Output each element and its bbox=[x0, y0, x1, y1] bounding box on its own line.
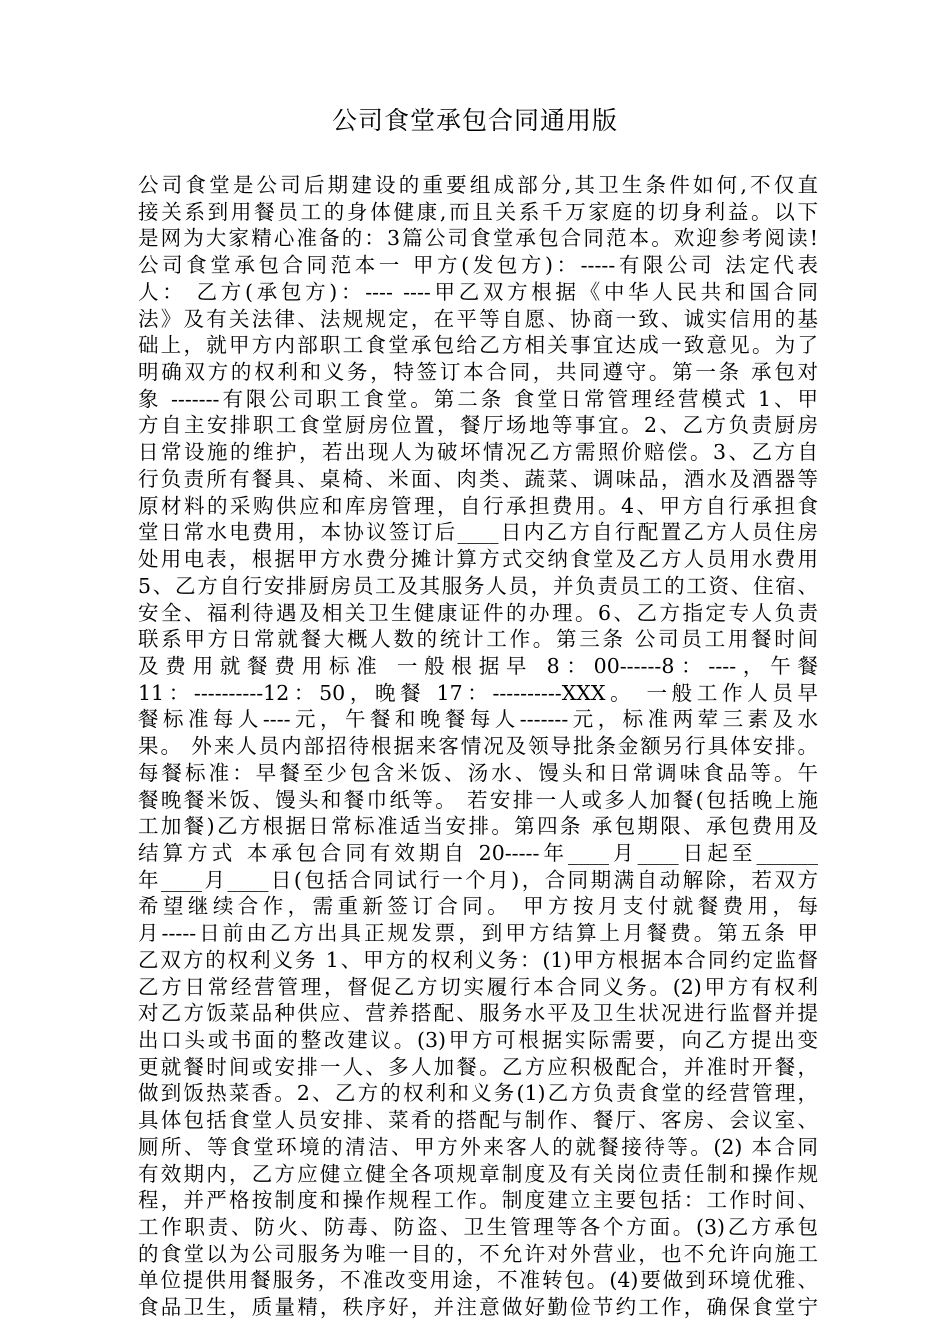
body-text-line: 乙双方的权利义务 1、甲方的权利义务：(1)甲方根据本合同约定监督 bbox=[138, 947, 818, 972]
body-text-line: 础上，就甲方内部职工食堂承包给乙方相关事宜达成一致意见。为了 bbox=[138, 333, 818, 358]
body-text-line: 工作职责、防火、防毒、防盗、卫生管理等各个方面。(3)乙方承包 bbox=[138, 1215, 818, 1240]
body-text-line: 乙方日常经营管理，督促乙方切实履行本合同义务。(2)甲方有权利 bbox=[138, 974, 818, 999]
body-text-line: 原材料的采购供应和库房管理，自行承担费用。4、甲方自行承担食 bbox=[138, 493, 818, 518]
body-text-line: 人： 乙方(承包方)：---- ----甲乙双方根据《中华人民共和国合同 bbox=[138, 279, 818, 304]
body-text-line: 月-----日前由乙方出具正规发票，到甲方结算上月餐费。第五条 甲 bbox=[138, 921, 818, 946]
body-text-line: 联系甲方日常就餐大概人数的统计工作。第三条 公司员工用餐时间 bbox=[138, 627, 818, 652]
body-text-line: 行负责所有餐具、桌椅、米面、肉类、蔬菜、调味品，酒水及酒器等 bbox=[138, 466, 818, 491]
body-text-line: 年____月____日(包括合同试行一个月)，合同期满自动解除，若双方 bbox=[138, 867, 818, 892]
body-text-line: 明确双方的权利和义务，特签订本合同，共同遵守。第一条 承包对 bbox=[138, 360, 818, 385]
body-text-line: 程，并严格按制度和操作规程工作。制度建立主要包括：工作时间、 bbox=[138, 1188, 818, 1213]
body-text-line: 对乙方饭菜品种供应、营养搭配、服务水平及卫生状况进行监督并提 bbox=[138, 1001, 818, 1026]
body-text-line: 象 -------有限公司职工食堂。第二条 食堂日常管理经营模式 1、甲 bbox=[138, 386, 818, 411]
body-text-line: 公司食堂承包合同范本一 甲方(发包方)：-----有限公司 法定代表 bbox=[138, 253, 818, 278]
body-text-line: 希望继续合作，需重新签订合同。 甲方按月支付就餐费用，每 bbox=[138, 894, 818, 919]
document-title: 公司食堂承包合同通用版 bbox=[331, 106, 618, 135]
body-text-line: 日常设施的维护，若出现人为破坏情况乙方需照价赔偿。3、乙方自 bbox=[138, 440, 818, 465]
body-text-line: 公司食堂是公司后期建设的重要组成部分,其卫生条件如何,不仅直 bbox=[138, 173, 818, 197]
body-text-line: 法》及有关法律、法规规定，在平等自愿、协商一致、诚实信用的基 bbox=[138, 306, 818, 331]
body-text-line: 每餐标准：早餐至少包含米饭、汤水、馒头和日常调味食品等。午 bbox=[138, 760, 818, 785]
body-text-line: 方自主安排职工食堂厨房位置，餐厅场地等事宜。2、乙方负责厨房 bbox=[138, 413, 818, 438]
body-text-line: 食品卫生，质量精，秩序好，并注意做好勤俭节约工作，确保食堂宁 bbox=[138, 1295, 818, 1320]
body-text-line: 5、乙方自行安排厨房员工及其服务人员，并负责员工的工资、住宿、 bbox=[138, 573, 818, 598]
body-text-line: 11：----------12：50，晚餐 17：----------XXX。 一般工作人员早 bbox=[138, 680, 818, 705]
document-body bbox=[138, 172, 818, 1321]
body-text-line: 更就餐时间或安排一人、多人加餐。乙方应积极配合，并准时开餐， bbox=[138, 1054, 818, 1079]
body-text-line: 处用电表，根据甲方水费分摊计算方式交纳食堂及乙方人员用水费用 bbox=[138, 547, 818, 572]
body-text-line: 安全、福利待遇及相关卫生健康证件的办理。6、乙方指定专人负责 bbox=[138, 600, 818, 625]
body-text-line: 接关系到用餐员工的身体健康,而且关系千万家庭的切身利益。以下 bbox=[138, 199, 818, 224]
body-text-line: 工加餐)乙方根据日常标准适当安排。第四条 承包期限、承包费用及 bbox=[138, 814, 818, 839]
body-text-line: 厕所、等食堂环境的清洁、甲方外来客人的就餐接待等。(2) 本合同 bbox=[138, 1134, 818, 1159]
body-text-line: 出口头或书面的整改建议。(3)甲方可根据实际需要，向乙方提出变 bbox=[138, 1028, 818, 1052]
body-text-line: 是网为大家精心准备的：3篇公司食堂承包合同范本。欢迎参考阅读! bbox=[138, 226, 818, 251]
body-text-line: 的食堂以为公司服务为唯一目的，不允许对外营业，也不允许向施工 bbox=[138, 1241, 818, 1266]
body-text-line: 果。 外来人员内部招待根据来客情况及领导批条金额另行具体安排。 bbox=[138, 734, 818, 759]
body-text-line: 单位提供用餐服务，不准改变用途，不准转包。(4)要做到环境优雅、 bbox=[138, 1268, 818, 1293]
body-text-line: 餐晚餐米饭、馒头和餐巾纸等。 若安排一人或多人加餐(包括晚上施 bbox=[138, 787, 818, 812]
body-text-line: 具体包括食堂人员安排、菜肴的搭配与制作、餐厅、客房、会议室、 bbox=[138, 1108, 818, 1133]
body-text-line: 及费用就餐费用标准 一般根据早 8：00------8：----，午餐 bbox=[138, 653, 818, 678]
body-text-line: 做到饭热菜香。2、乙方的权利和义务(1)乙方负责食堂的经营管理， bbox=[138, 1081, 818, 1106]
body-text-line: 堂日常水电费用，本协议签订后____日内乙方自行配置乙方人员住房 bbox=[138, 520, 818, 545]
body-text-line: 有效期内，乙方应健立健全各项规章制度及有关岗位责任制和操作规 bbox=[138, 1161, 818, 1186]
body-text-line: 餐标准每人----元，午餐和晚餐每人-------元，标准两荤三素及水 bbox=[138, 707, 818, 732]
body-text-line: 结算方式 本承包合同有效期自 20-----年____月____日起至______ bbox=[138, 840, 818, 865]
